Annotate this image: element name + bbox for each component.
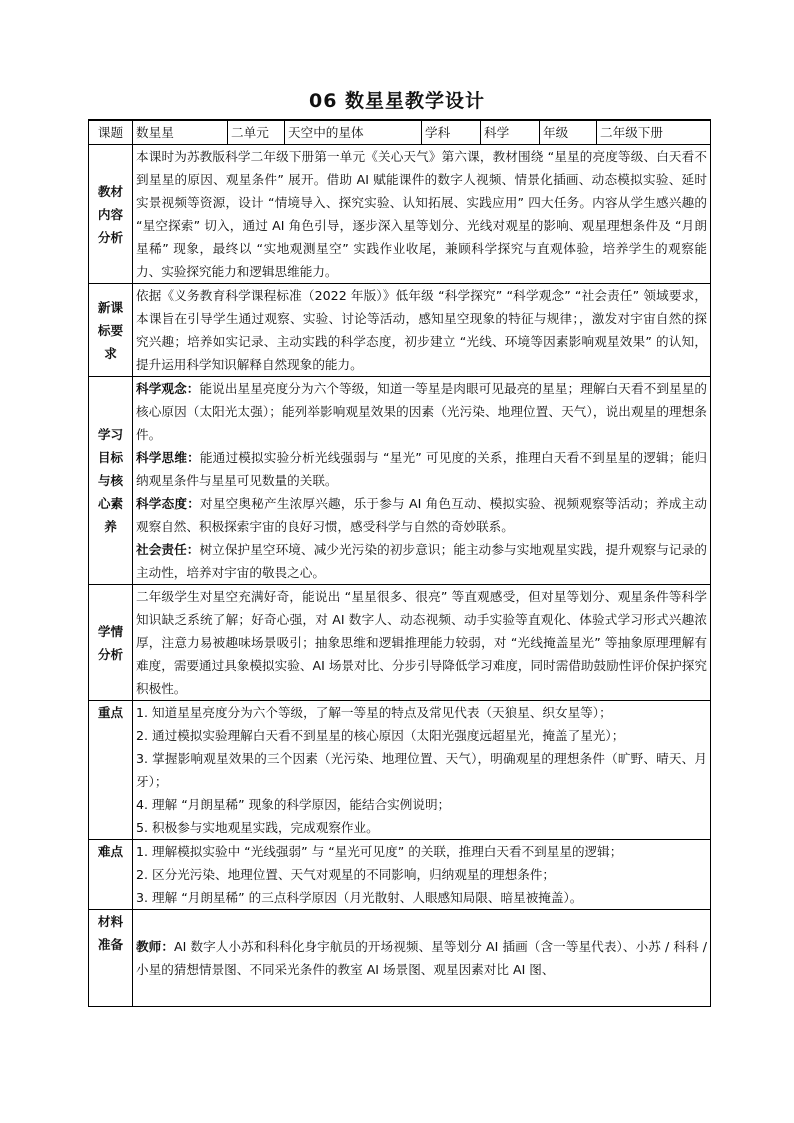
header-cell-subject: 科学 [481,121,540,145]
header-cell-topic: 数星星 [133,121,228,145]
list-item: 3. 理解 “月朗星稀” 的三点科学原因（月光散射、人眼感知局限、暗星被掩盖）。 [136,890,583,905]
header-cell-grade: 二年级下册 [597,121,711,145]
objective-concept: 科学观念：能说出星星亮度分为六个等级，知道一等星是肉眼可见最亮的星星；理解白天看不到星星的核心原因（太阳光太强）；能列举影响观星效果的因素（光污染、地理位置、天气），说出观星的理想条件。 [136,381,708,442]
row-materials [89,910,711,1007]
list-item: 1. 理解模拟实验中 “光线强弱” 与 “星光可见度” 的关联，推理白天看不到星星的逻辑； [136,844,623,859]
row-learner-analysis [89,585,711,701]
label-difficulties: 难点 [89,840,133,910]
row-key-points [89,701,711,840]
content-key-points [133,701,711,840]
header-cell-topic-label: 课题 [89,121,133,145]
header-row [89,121,711,145]
header-cell-unit: 二单元 [228,121,285,145]
row-materials-analysis [89,145,711,284]
lesson-design-table [88,119,711,1007]
row-curriculum-requirements [89,284,711,377]
list-item: 2. 区分光污染、地理位置、天气对观星的不同影响，归纳观星的理想条件； [136,867,556,882]
content-materials-analysis: 本课时为苏教版科学二年级下册第一单元《关心天气》第六课，教材围绕 “星星的亮度等级、白天看不到星星的原因、观星条件” 展开。借助 AI 赋能课件的数字人视频、情景化插画、动态模拟实验、延时实景视频等资源，设计 “情境导入、探究实验、认知拓展、实践应用” 四大任务。内容从学生感兴趣的 “星空探索” 切入，通过 AI 角色引导，逐步深入星等划分、光线对观星的影响、观星理想条件及 “月朗星稀” 现象，最终以 “实地观测星空” 实践作业收尾，兼顾科学探究与直观体验，培养学生的观察能力、实验探究能力和逻辑思维能力。 [133,145,711,284]
label-key-points: 重点 [89,701,133,840]
content-materials: 教师：AI 数字人小苏和科科化身宇航员的开场视频、星等划分 AI 插画（含一等星代表）、小苏 / 科科 / 小星的猜想情景图、不同采光条件的教室 AI 场景图、观星因素对比 AI 图、 [133,910,711,1007]
list-item: 4. 理解 “月朗星稀” 现象的科学原因，能结合实例说明； [136,797,451,812]
content-curriculum-requirements: 依据《义务教育科学课程标准（2022 年版）》低年级 “科学探究” “科学观念” “社会责任” 领域要求，本课旨在引导学生通过观察、实验、讨论等活动，感知星空现象的特征与规律；，激发对宇宙自然的探究兴趣；培养如实记录、主动实践的科学态度，初步建立 “光线、环境等因素影响观星效果” 的认知，提升运用科学知识解释自然现象的能力。 [133,284,711,377]
row-objectives [89,377,711,585]
row-difficulties [89,840,711,910]
label-learner-analysis: 学情 分析 [89,585,133,701]
list-item: 5. 积极参与实地观星实践，完成观察作业。 [136,820,379,835]
label-materials: 材料 准备 [89,910,133,1007]
content-objectives [133,377,711,585]
header-cell-grade-label: 年级 [540,121,597,145]
label-objectives: 学习 目标 与核 心素 养 [89,377,133,585]
header-cell-subject-label: 学科 [422,121,481,145]
label-curriculum-requirements: 新课 标要 求 [89,284,133,377]
list-item: 1. 知道星星亮度分为六个等级，了解一等星的特点及常见代表（天狼星、织女星等）； [136,705,612,720]
list-item: 3. 掌握影响观星效果的三个因素（光污染、地理位置、天气），明确观星的理想条件（旷野、晴天、月牙）； [136,751,707,789]
header-cell-unit-name: 天空中的星体 [285,121,422,145]
objective-thinking: 科学思维：能通过模拟实验分析光线强弱与 “星光” 可见度的关系，推理白天看不到星星的逻辑；能归纳观星条件与星星可见数量的关联。 [136,450,707,488]
label-materials-analysis: 教材 内容 分析 [89,145,133,284]
list-item: 2. 通过模拟实验理解白天看不到星星的核心原因（太阳光强度远超星光，掩盖了星光）； [136,728,625,743]
content-difficulties [133,840,711,910]
objective-responsibility: 社会责任：树立保护星空环境、减少光污染的初步意识；能主动参与实地观星实践，提升观察与记录的主动性，培养对宇宙的敬畏之心。 [136,542,708,580]
objective-attitude: 科学态度：对星空奥秘产生浓厚兴趣，乐于参与 AI 角色互动、模拟实验、视频观察等活动；养成主动观察自然、积极探索宇宙的良好习惯，感受科学与自然的奇妙联系。 [136,496,708,534]
content-learner-analysis: 二年级学生对星空充满好奇，能说出 “星星很多、很亮” 等直观感受，但对星等划分、观星条件等科学知识缺乏系统了解；好奇心强，对 AI 数字人、动态视频、动手实验等直观化、体验式学习形式兴趣浓厚，注意力易被趣味场景吸引；抽象思维和逻辑推理能力较弱，对 “光线掩盖星光” 等抽象原理理解有难度，需要通过具象模拟实验、AI 场景对比、分步引导降低学习难度，同时需借助鼓励性评价保护探究积极性。 [133,585,711,701]
document-title: 06 数星星教学设计 [308,90,486,112]
